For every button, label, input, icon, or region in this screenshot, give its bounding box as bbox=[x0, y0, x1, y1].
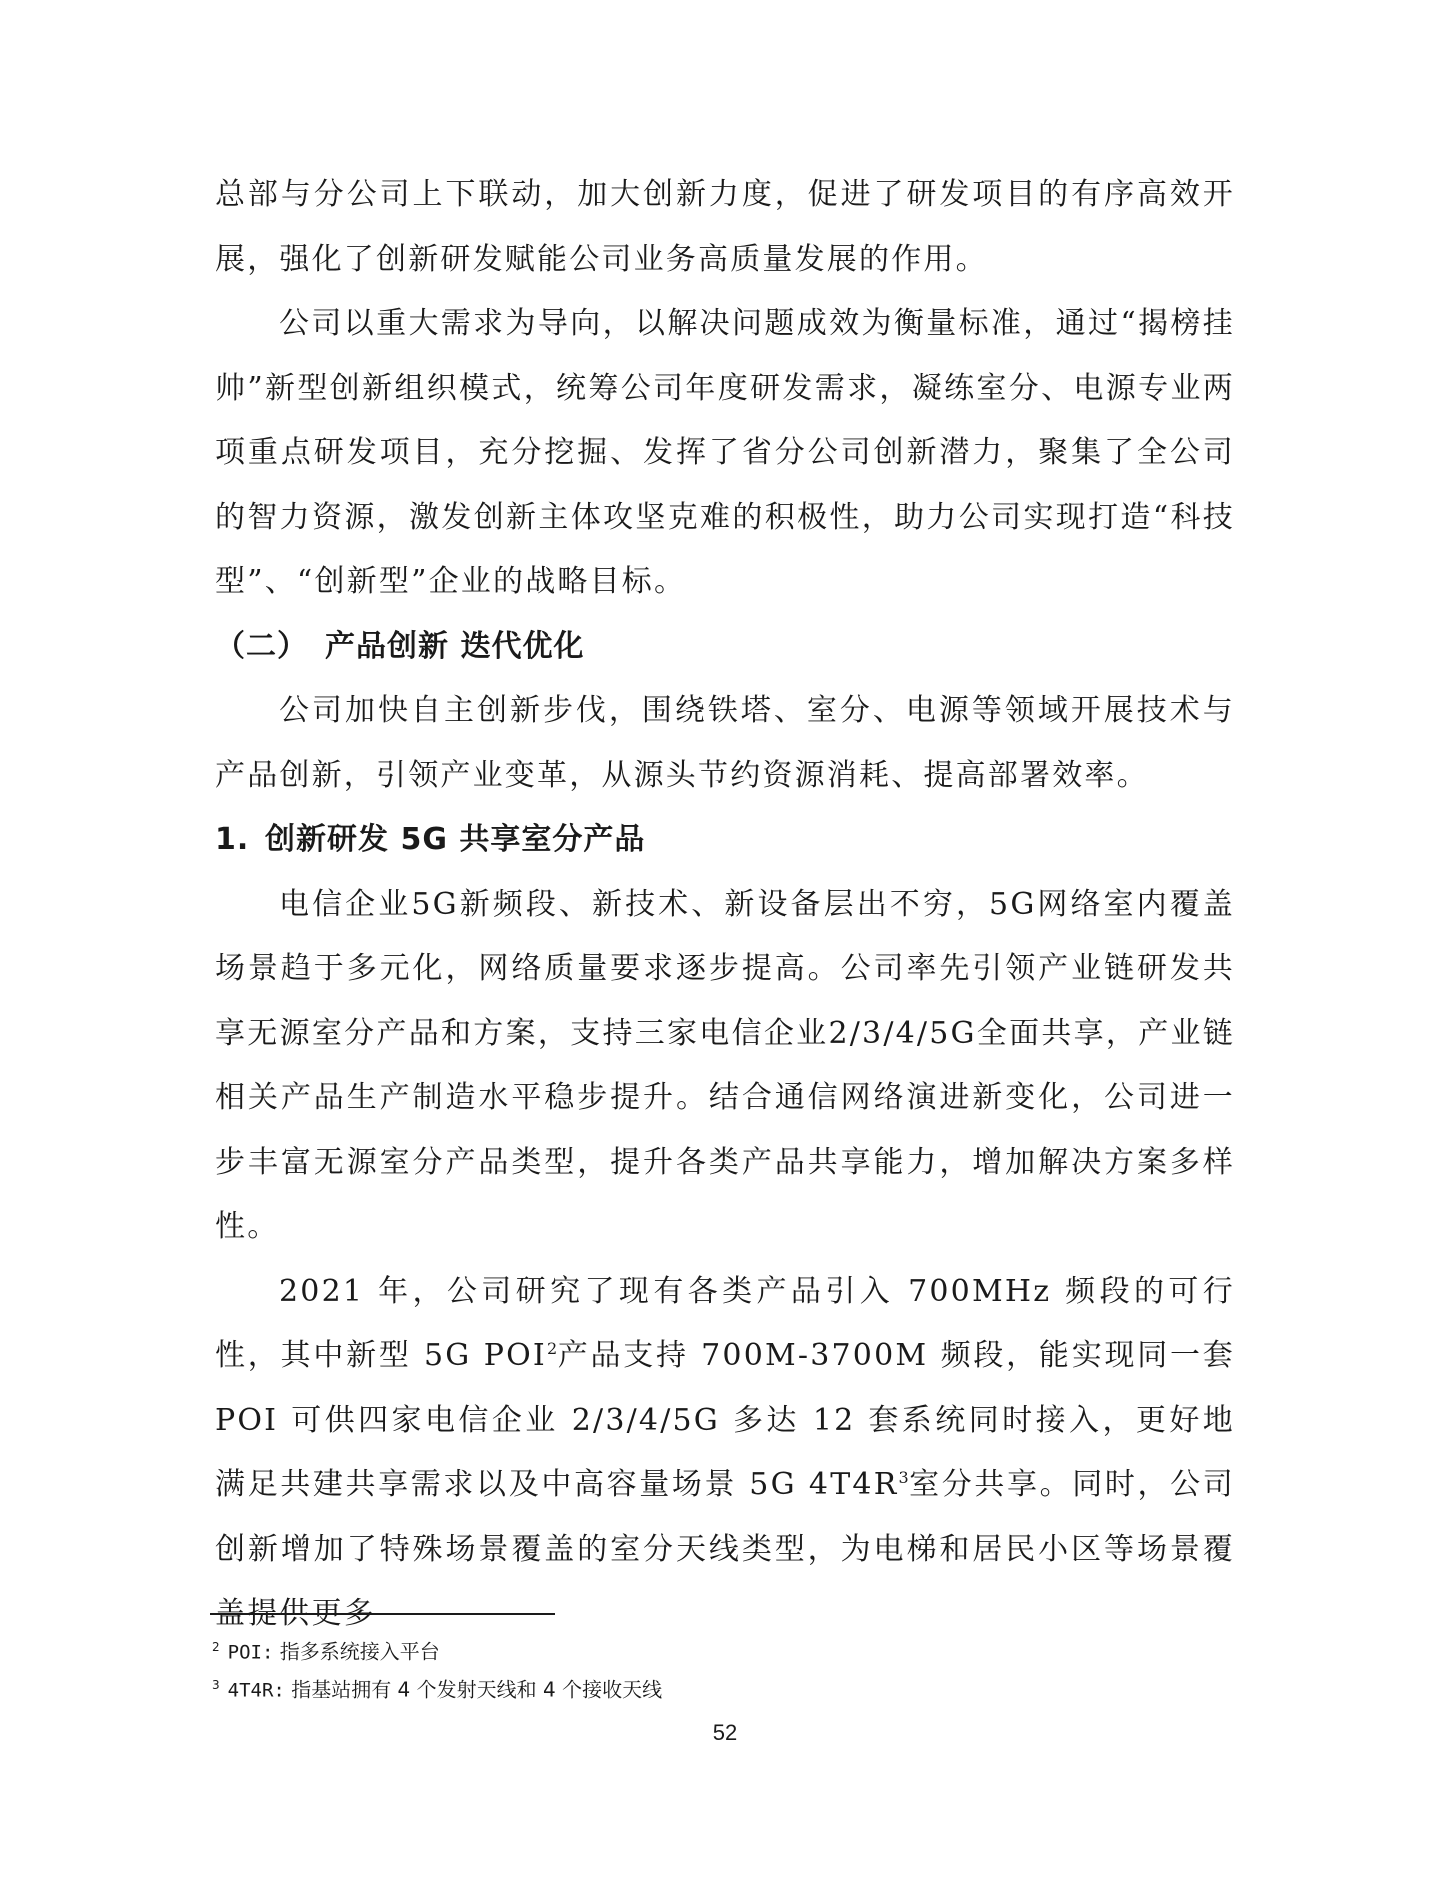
paragraph-3: 公司加快自主创新步伐，围绕铁塔、室分、电源等领域开展技术与产品创新，引领产业变革，从源头节约资源消耗、提高部署效率。 bbox=[215, 693, 1235, 793]
footnote-term: 4T4R: bbox=[227, 1679, 285, 1702]
paragraph-1: 总部与分公司上下联动，加大创新力度，促进了研发项目的有序高效开展，强化了创新研发赋能公司业务高质量发展的作用。 bbox=[215, 177, 1235, 277]
body-text bbox=[215, 163, 1235, 1647]
footnotes bbox=[212, 1631, 1212, 1706]
footnote-ref-2: 2 bbox=[546, 1339, 558, 1358]
subsection-heading bbox=[215, 808, 1235, 873]
paragraph-5-text-1: 2021 年，公司研究了现有各类产品引入 700MHz 频段的可行性，其中新型 5G POI bbox=[215, 1273, 1235, 1373]
footnote-item bbox=[212, 1669, 1212, 1707]
section-number: （二） bbox=[215, 628, 308, 664]
subsection-number: 1. bbox=[215, 822, 250, 857]
footnote-term: POI: bbox=[227, 1641, 274, 1664]
paragraph-5-text-3: 室分共享。同时，公司创新增加了特殊场景覆盖的室分天线类型，为电梯和居民小区等场景覆盖提供更多 bbox=[215, 1467, 1235, 1631]
subsection-title: 创新研发 5G 共享室分产品 bbox=[265, 822, 646, 857]
footnote-mark: 3 bbox=[212, 1677, 220, 1692]
footnote-item bbox=[212, 1631, 1212, 1669]
footnote-ref-3: 3 bbox=[898, 1468, 909, 1487]
section-title: 产品创新 迭代优化 bbox=[325, 628, 585, 664]
paragraph-5-text-2: 产品支持 700M-3700M 频段，能实现同一套 POI 可供四家电信企业 2/3/4/5G 多达 12 套系统同时接入，更好地满足共建共享需求以及中高容量场景 5G 4T4R bbox=[215, 1338, 1235, 1502]
paragraph-4: 电信企业5G新频段、新技术、新设备层出不穷，5G网络室内覆盖场景趋于多元化，网络质量要求逐步提高。公司率先引领产业链研发共享无源室分产品和方案，支持三家电信企业2/3/4/5G全面共享，产业链相关产品生产制造水平稳步提升。结合通信网络演进新变化，公司进一步丰富无源室分产品类型，提升各类产品共享能力，增加解决方案多样性。 bbox=[215, 886, 1235, 1244]
footnote-text: 指多系统接入平台 bbox=[279, 1639, 440, 1664]
footnote-mark: 2 bbox=[212, 1640, 220, 1654]
footnote-text: 指基站拥有 4 个发射天线和 4 个接收天线 bbox=[291, 1677, 663, 1702]
page-number: 52 bbox=[712, 1720, 738, 1745]
footnote-divider bbox=[210, 1613, 555, 1615]
paragraph-5 bbox=[215, 1260, 1235, 1647]
section-heading bbox=[215, 615, 1235, 680]
paragraph-2: 公司以重大需求为导向，以解决问题成效为衡量标准，通过“揭榜挂帅”新型创新组织模式，统筹公司年度研发需求，凝练室分、电源专业两项重点研发项目，充分挖掘、发挥了省分公司创新潜力，聚集了全公司的智力资源，激发创新主体攻坚克难的积极性，助力公司实现打造“科技型”、“创新型”企业的战略目标。 bbox=[215, 306, 1235, 599]
